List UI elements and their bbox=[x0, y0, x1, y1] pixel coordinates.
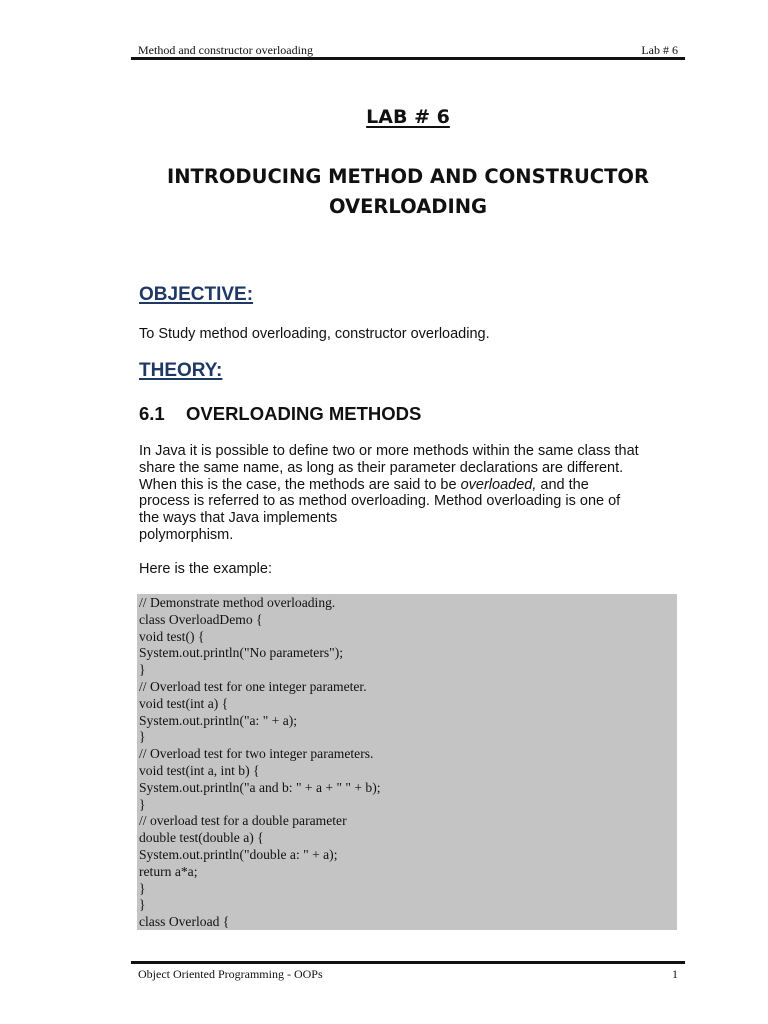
code-line: void test(int a, int b) { bbox=[139, 762, 260, 778]
code-line: } bbox=[139, 662, 146, 678]
header-document-title: Method and constructor overloading bbox=[138, 43, 313, 57]
code-line: class Overload { bbox=[139, 914, 230, 930]
page-number: 1 bbox=[672, 967, 678, 981]
paragraph-text: When this is the case, the methods are said to be bbox=[139, 476, 461, 493]
code-line: System.out.println("double a: " + a); bbox=[139, 846, 338, 862]
code-line: void test() { bbox=[139, 628, 205, 644]
lab-number-text: LAB # 6 bbox=[366, 106, 450, 128]
theory-paragraph bbox=[139, 443, 676, 544]
objective-heading: OBJECTIVE: bbox=[139, 284, 254, 305]
paragraph-text: and the bbox=[536, 476, 589, 493]
code-line: } bbox=[139, 897, 146, 913]
paragraph-line: process is referred to as method overloading. Method overloading is one of bbox=[139, 493, 621, 510]
page-title-line-2: OVERLOADING bbox=[328, 195, 488, 218]
code-line: System.out.println("a and b: " + a + " " + b); bbox=[139, 779, 381, 795]
code-line: class OverloadDemo { bbox=[139, 611, 263, 627]
example-intro: Here is the example: bbox=[139, 561, 272, 577]
paragraph-line: polymorphism. bbox=[139, 526, 234, 543]
page-title-line-1: INTRODUCING METHOD AND CONSTRUCTOR bbox=[166, 165, 650, 188]
code-line: double test(double a) { bbox=[139, 830, 264, 846]
code-line: } bbox=[139, 880, 146, 896]
paragraph-line: share the same name, as long as their parameter declarations are different. bbox=[139, 459, 624, 476]
paragraph-line: the ways that Java implements bbox=[139, 510, 338, 527]
code-line: System.out.println("a: " + a); bbox=[139, 712, 298, 728]
objective-text: To Study method overloading, constructor overloading. bbox=[139, 326, 490, 342]
code-line: } bbox=[139, 796, 146, 812]
theory-heading: THEORY: bbox=[139, 360, 223, 381]
code-line: return a*a; bbox=[139, 863, 198, 879]
paragraph-line-with-emphasis bbox=[139, 477, 676, 494]
code-line: // Demonstrate method overloading. bbox=[139, 595, 336, 610]
code-line: System.out.println("No parameters"); bbox=[139, 645, 344, 661]
code-line: // Overload test for one integer parameter. bbox=[139, 678, 367, 694]
code-line: // overload test for a double parameter bbox=[139, 813, 347, 829]
code-example-block bbox=[137, 594, 677, 930]
code-line: } bbox=[139, 729, 146, 745]
header-divider bbox=[131, 57, 685, 60]
subsection-title: OVERLOADING METHODS bbox=[186, 403, 422, 424]
running-header bbox=[138, 42, 684, 58]
code-line: void test(int a) { bbox=[139, 695, 229, 711]
code-line: // Overload test for two integer parameters. bbox=[139, 746, 374, 762]
header-lab-number: Lab # 6 bbox=[641, 43, 678, 57]
footer-course-title: Object Oriented Programming - OOPs bbox=[138, 967, 323, 981]
paragraph-line: In Java it is possible to define two or more methods within the same class that bbox=[139, 443, 639, 459]
emphasis-term: overloaded, bbox=[460, 476, 537, 493]
subsection-heading bbox=[139, 402, 421, 426]
subsection-number: 6.1 bbox=[139, 403, 165, 424]
lab-number-title bbox=[131, 104, 685, 130]
running-footer bbox=[138, 966, 684, 982]
footer-divider bbox=[131, 961, 685, 964]
page-title bbox=[131, 162, 685, 222]
